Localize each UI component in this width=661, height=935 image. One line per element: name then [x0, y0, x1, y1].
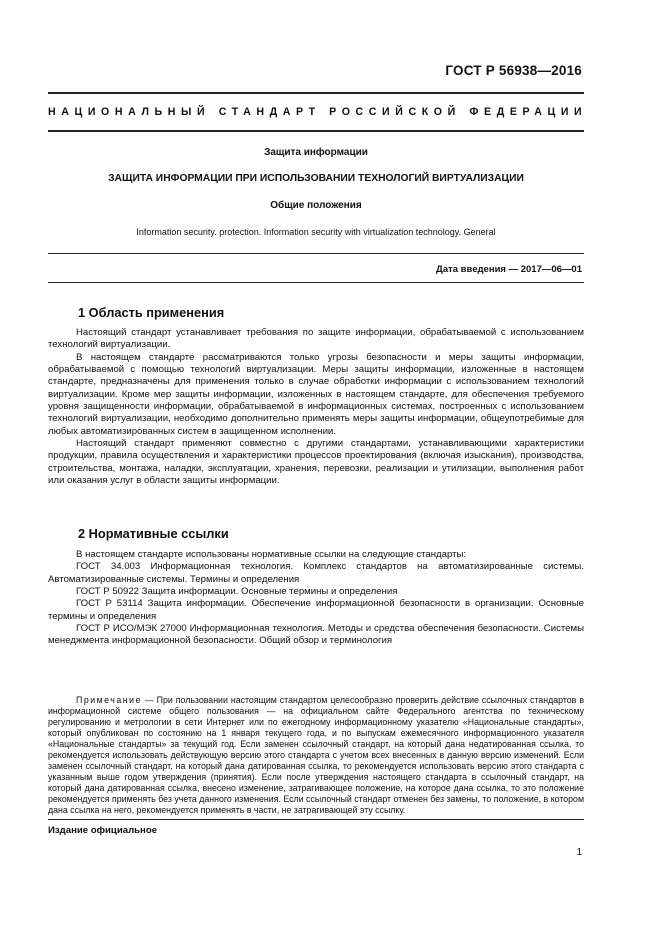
note-text: — При пользовании настоящим стандартом целесообразно проверить действие ссылочных стандартов в информационной системе общего пользования — на официальном сайте Федерального агентства по техническому регулированию и метрологии в сети Интернет или по ежегодному информационному указателю «Национальные стандарты», который опубликован по состоянию на 1 января текущего года, и по выпускам ежемесячного информационного указателя «Национальные стандарты» за текущий год. Если заменен ссылочный стандарт, на который дана недатированная ссылка, то рекомендуется использовать действующую версию этого стандарта с учетом всех внесенных в данную версию изменений. Если заменен ссылочный стандарт, на который дана датированная ссылка, то рекомендуется использовать версию этого стандарта с указанным выше годом утверждения (принятия). Если после утверждения настоящего стандарта в ссылочный стандарт, на который дана датированная ссылка, внесено изменение, затрагивающее положение, на которое дана ссылка, то это положение рекомендуется применять без учета данного изменения. Если ссылочный стандарт отменен без замены, то положение, в котором дана ссылка на него, рекомендуется применять в части, не затрагивающей эту ссылку. [48, 695, 584, 816]
header-rule-top [48, 92, 584, 94]
national-standard-heading: НАЦИОНАЛЬНЫЙ СТАНДАРТ РОССИЙСКОЙ ФЕДЕРАЦИИ [48, 106, 588, 118]
section-scope-body [48, 327, 584, 487]
header-rule-bottom [48, 130, 584, 132]
page-number: 1 [576, 847, 582, 858]
reference-item: ГОСТ Р 50922 Защита информации. Основные термины и определения [76, 586, 398, 598]
reference-item: ГОСТ 34.003 Информационная технология. Комплекс стандартов на автоматизированные системы. Автоматизированные системы. Термины и определения [48, 561, 584, 585]
intro-date-rule [48, 282, 584, 283]
footer-rule [48, 819, 584, 820]
section-heading-references: 2 Нормативные ссылки [78, 526, 229, 541]
paragraph: В настоящем стандарте использованы нормативные ссылки на следующие стандарты: [76, 549, 467, 560]
paragraph: Настоящий стандарт устанавливает требования по защите информации, обрабатываемой с использованием технологий виртуализации. [48, 327, 584, 351]
document-part-title: Общие положения [270, 200, 362, 211]
standard-number: ГОСТ Р 56938—2016 [445, 63, 582, 78]
paragraph: Настоящий стандарт применяют совместно с другими стандартами, устанавливающими характеристики продукции, правила осуществления и характеристики процессов проектирования (включая изыскания), производства, строительства, монтажа, наладки, эксплуатации, хранения, перевозки, реализации и утилизации, выполнения работ или оказания услуг в области защиты информации. [48, 438, 584, 487]
title-rule [48, 253, 584, 254]
reference-item: ГОСТ Р 53114 Защита информации. Обеспечение информационной безопасности в организации. Основные термины и определения [48, 598, 584, 622]
references-note [48, 695, 584, 817]
introduction-date: Дата введения — 2017—06—01 [436, 264, 582, 275]
reference-item: ГОСТ Р ИСО/МЭК 27000 Информационная технология. Методы и средства обеспечения безопасности. Системы менеджмента информационной безопасности. Общий обзор и терминология [48, 623, 584, 647]
document-subtitle: Защита информации [264, 147, 368, 158]
section-heading-scope: 1 Область применения [78, 305, 225, 320]
edition-label: Издание официальное [48, 825, 158, 836]
paragraph: В настоящем стандарте рассматриваются только угрозы безопасности и меры защиты информации, обрабатываемой с помощью технологий виртуализации. Меры защиты информации, изложенные в настоящем стандарте, предназначены для применения только в случае обработки информации с использованием технологий виртуализации. Кроме мер защиты информации, изложенных в настоящем стандарте, для обеспечения требуемого уровня защищенности информации, обрабатываемой в информационных системах, построенных с использованием технологий виртуализации, необходимо дополнительно применять меры защиты информации, общеупотребимые для любых автоматизированных систем в защищенном исполнении. [48, 351, 584, 437]
section-references-body [48, 549, 584, 648]
english-title: Information security. protection. Information security with virtualization technology. General [136, 227, 496, 237]
note-label: Примечание [76, 695, 142, 705]
document-title: ЗАЩИТА ИНФОРМАЦИИ ПРИ ИСПОЛЬЗОВАНИИ ТЕХНОЛОГИЙ ВИРТУАЛИЗАЦИИ [108, 173, 524, 184]
